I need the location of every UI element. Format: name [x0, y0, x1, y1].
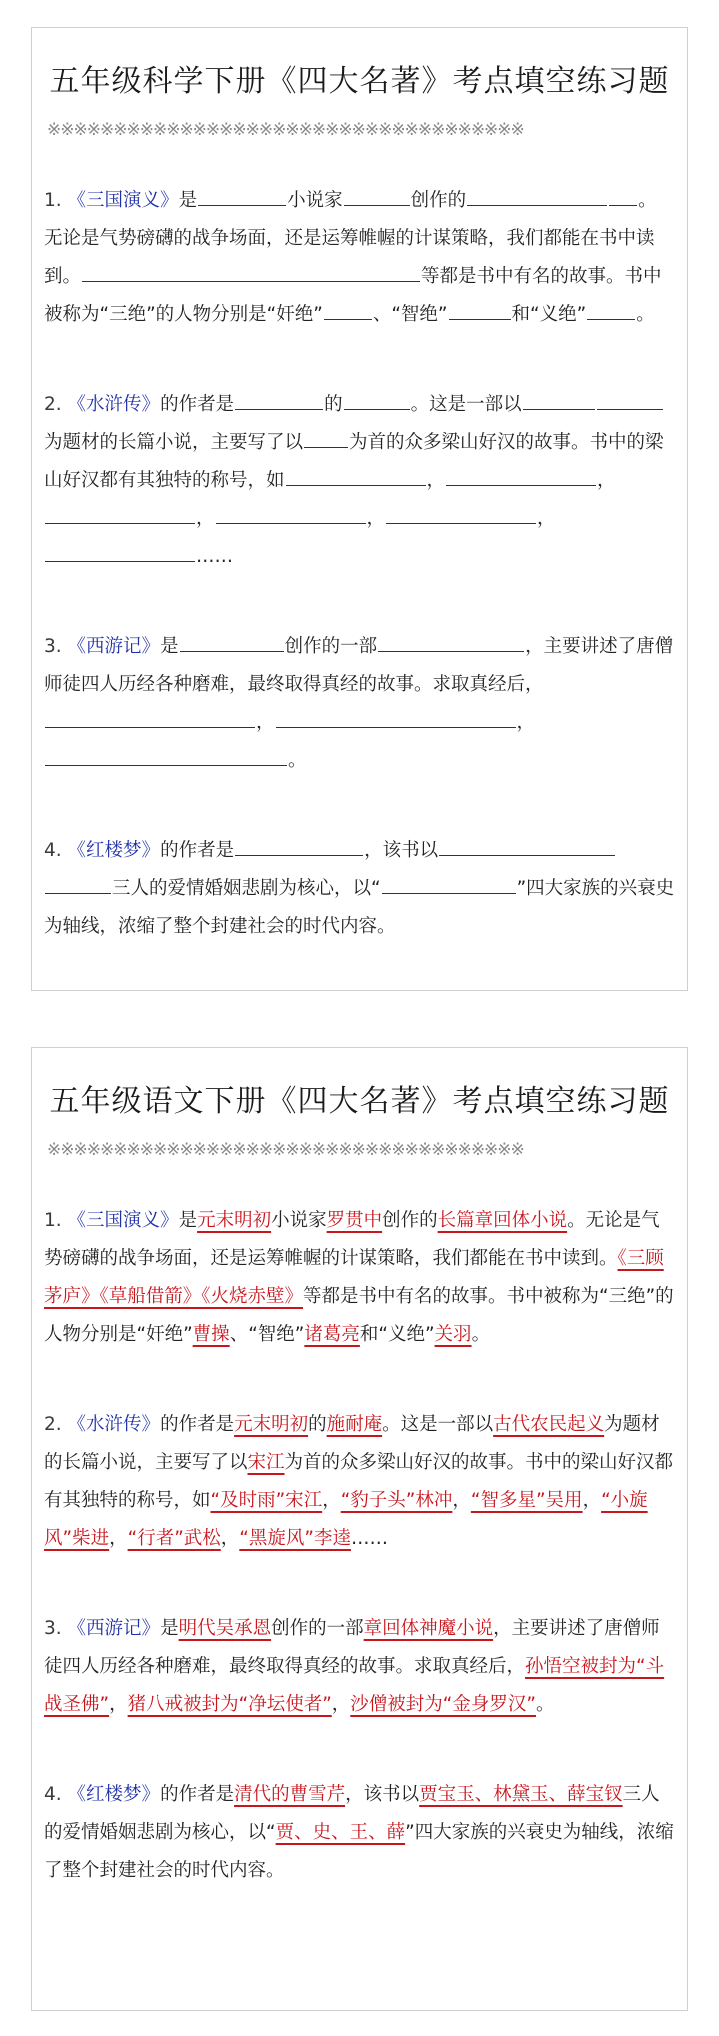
question-number: 4. — [44, 840, 62, 861]
question-text: ， — [516, 712, 536, 733]
answer-blank[interactable] — [235, 387, 323, 410]
question-text: ”四大家族的兴衰史为轴线，浓缩了整个封建社会的时代内容。 — [44, 1822, 674, 1881]
answer-blank[interactable] — [344, 387, 410, 410]
answer-blank[interactable] — [597, 387, 663, 410]
answer-blank[interactable] — [587, 297, 635, 320]
question-text: 。这是一部以 — [382, 1414, 494, 1435]
answer-blank[interactable] — [324, 297, 372, 320]
filled-answer: 古代农民起义 — [493, 1414, 605, 1435]
filled-answer: 贾、史、王、薛 — [275, 1822, 406, 1843]
question-number: 3. — [44, 636, 62, 657]
question-text: ， — [109, 1528, 128, 1549]
question-text: 创作的 — [382, 1210, 438, 1231]
question-text: 创作的一部 — [284, 636, 378, 657]
book-title: 《西游记》 — [67, 1618, 161, 1639]
book-title: 《西游记》 — [67, 636, 161, 657]
question-text: 创作的 — [410, 190, 467, 211]
question-text: 的作者是 — [160, 1784, 235, 1805]
filled-answer: 宋江 — [247, 1452, 285, 1473]
filled-answer: 猪八戒被封为“净坛使者” — [127, 1694, 332, 1715]
filled-answer: 长篇章回体小说 — [437, 1210, 568, 1231]
question-number: 1. — [44, 1210, 62, 1231]
question-text: 是 — [160, 636, 179, 657]
question-text: ”四大家族的兴衰史为轴线，浓缩了整个封建社会的时代内容。 — [44, 878, 675, 937]
filled-answer: 施耐庵 — [326, 1414, 383, 1435]
filled-answer: 《三顾茅庐》《草船借箭》《火烧赤壁》 — [44, 1248, 664, 1307]
filled-answer: 元末明初 — [234, 1414, 309, 1435]
question-text: 。 — [535, 1694, 555, 1715]
answer-blank[interactable] — [344, 183, 410, 206]
question-text: 小说家 — [287, 190, 343, 211]
question-text: ， — [322, 1490, 341, 1511]
decorative-divider: ※※※※※※※※※※※※※※※※※※※※※※※※※※※※※※※※※※※※ — [47, 120, 524, 140]
decorative-divider: ※※※※※※※※※※※※※※※※※※※※※※※※※※※※※※※※※※※※ — [47, 1140, 524, 1160]
question-text: 等都是书中有名的故事。书中被称为“三绝”的人物分别是“奸绝” — [44, 266, 662, 325]
filled-answer: 章回体神魔小说 — [363, 1618, 494, 1639]
book-title: 《三国演义》 — [67, 190, 179, 211]
filled-answer: 沙僧被封为“金身罗汉” — [350, 1694, 536, 1715]
worksheet-title: 五年级科学下册《四大名著》考点填空练习题 — [49, 64, 670, 99]
answer-blank[interactable] — [449, 297, 511, 320]
filled-answer: “行者”武松 — [127, 1528, 221, 1549]
question-text: ， — [220, 1528, 240, 1549]
question-text: ， — [582, 1490, 602, 1511]
answer-blank[interactable] — [467, 183, 607, 206]
question-text: ， — [366, 508, 386, 529]
book-title: 《水浒传》 — [67, 1414, 161, 1435]
question-text: 和“义绝” — [359, 1324, 435, 1345]
answer-1 — [44, 1202, 675, 1354]
question-text: 是 — [160, 1618, 179, 1639]
worksheet-card-answers — [31, 1047, 688, 2011]
answer-blank[interactable] — [45, 743, 287, 766]
answer-blank[interactable] — [378, 629, 524, 652]
question-text: …… — [350, 1528, 388, 1549]
question-1 — [44, 182, 675, 334]
answer-blank[interactable] — [386, 501, 536, 524]
answer-blank[interactable] — [609, 183, 637, 206]
worksheet-title: 五年级语文下册《四大名著》考点填空练习题 — [49, 1084, 670, 1119]
filled-answer: “智多星”吴用 — [470, 1490, 583, 1511]
book-title: 《红楼梦》 — [67, 840, 161, 861]
question-text: 的 — [324, 394, 343, 415]
question-text: 为题材的长篇小说，主要写了以 — [44, 1414, 660, 1473]
book-title: 《水浒传》 — [67, 394, 161, 415]
question-text: 是 — [178, 190, 198, 211]
question-text: 、“智绝” — [229, 1324, 305, 1345]
question-text: 的作者是 — [160, 394, 235, 415]
question-2 — [44, 386, 675, 576]
answer-blank[interactable] — [216, 501, 366, 524]
filled-answer: 贾宝玉、林黛玉、薛宝钗 — [419, 1784, 623, 1805]
answer-blank[interactable] — [45, 539, 195, 562]
answer-blank[interactable] — [45, 705, 255, 728]
question-text: ， — [537, 508, 556, 529]
answer-blank[interactable] — [276, 705, 516, 728]
question-text: 三人的爱情婚姻悲剧为核心，以“ — [44, 1784, 660, 1843]
answer-3 — [44, 1610, 675, 1724]
answer-blank[interactable] — [446, 463, 596, 486]
question-text: ， — [426, 470, 446, 491]
question-number: 3. — [44, 1618, 62, 1639]
answer-blank[interactable] — [235, 833, 363, 856]
question-text: 为题材的长篇小说，主要写了以 — [44, 432, 304, 453]
question-text: ， — [256, 712, 275, 733]
question-text: 为首的众多梁山好汉的故事。书中的梁山好汉都有其独特的称号，如 — [44, 1452, 674, 1511]
question-text: 三人的爱情婚姻悲剧为核心，以“ — [112, 878, 381, 899]
question-text: ， — [109, 1694, 128, 1715]
answer-blank[interactable] — [82, 259, 420, 282]
filled-answer: “豹子头”林冲 — [340, 1490, 453, 1511]
answer-blank[interactable] — [523, 387, 595, 410]
question-text: 为首的众多梁山好汉的故事。书中的梁山好汉都有其独特的称号，如 — [44, 432, 664, 491]
answer-2 — [44, 1406, 675, 1558]
question-text: 小说家 — [271, 1210, 327, 1231]
question-3 — [44, 628, 675, 780]
question-text: 的作者是 — [160, 840, 235, 861]
question-text: 和“义绝” — [511, 304, 587, 325]
question-number: 4. — [44, 1784, 62, 1805]
filled-answer: 元末明初 — [197, 1210, 272, 1231]
question-text: ， — [196, 508, 215, 529]
answer-blank[interactable] — [45, 501, 195, 524]
answer-blank[interactable] — [45, 871, 111, 894]
filled-answer: 孙悟空被封为“斗战圣佛” — [44, 1656, 665, 1715]
question-text: ，主要讲述了唐僧师徒四人历经各种磨难，最终取得真经的故事。求取真经后， — [44, 636, 674, 695]
filled-answer: 曹操 — [192, 1324, 230, 1345]
book-title: 《红楼梦》 — [67, 1784, 161, 1805]
question-text: …… — [196, 546, 233, 567]
answer-blank[interactable] — [286, 463, 426, 486]
filled-answer: “小旋风”柴进 — [44, 1490, 648, 1549]
question-text: 等都是书中有名的故事。书中被称为“三绝”的人物分别是“奸绝” — [44, 1286, 674, 1345]
question-text: 。这是一部以 — [410, 394, 522, 415]
question-text: 。 — [288, 750, 307, 771]
answer-blank[interactable] — [180, 629, 284, 652]
question-text: 的作者是 — [160, 1414, 235, 1435]
question-text: ，主要讲述了唐僧师徒四人历经各种磨难，最终取得真经的故事。求取真经后， — [44, 1618, 660, 1677]
question-number: 1. — [44, 190, 62, 211]
question-text: 创作的一部 — [271, 1618, 364, 1639]
question-text: 。无论是气势磅礴的战争场面，还是运筹帷幄的计谋策略，我们都能在书中读到。 — [44, 190, 657, 287]
filled-answer: 诸葛亮 — [304, 1324, 360, 1345]
question-text: ， — [452, 1490, 471, 1511]
filled-answer: 明代吴承恩 — [178, 1618, 272, 1639]
filled-answer: “黑旋风”李逵 — [239, 1528, 351, 1549]
filled-answer: 清代的曹雪芹 — [234, 1784, 346, 1805]
question-text: 的 — [308, 1414, 327, 1435]
question-number: 2. — [44, 394, 62, 415]
question-text: 。 — [471, 1324, 491, 1345]
worksheet-card-questions — [31, 27, 688, 991]
answer-blank[interactable] — [382, 871, 516, 894]
question-text: 、“智绝” — [372, 304, 448, 325]
answer-blank[interactable] — [439, 833, 615, 856]
question-text: 是 — [178, 1210, 198, 1231]
question-4 — [44, 832, 675, 946]
filled-answer: 罗贯中 — [326, 1210, 383, 1231]
answer-4 — [44, 1776, 675, 1890]
question-text: ，该书以 — [364, 840, 439, 861]
filled-answer: “及时雨”宋江 — [210, 1490, 323, 1511]
question-text: ，该书以 — [345, 1784, 420, 1805]
question-text: ， — [597, 470, 616, 491]
question-number: 2. — [44, 1414, 62, 1435]
filled-answer: 关羽 — [434, 1324, 472, 1345]
question-text: 。 — [636, 304, 655, 325]
book-title: 《三国演义》 — [67, 1210, 179, 1231]
answer-blank[interactable] — [304, 425, 348, 448]
question-text: ， — [331, 1694, 351, 1715]
answer-blank[interactable] — [198, 183, 286, 206]
question-text: 。无论是气势磅礴的战争场面，还是运筹帷幄的计谋策略，我们都能在书中读到。 — [44, 1210, 660, 1269]
